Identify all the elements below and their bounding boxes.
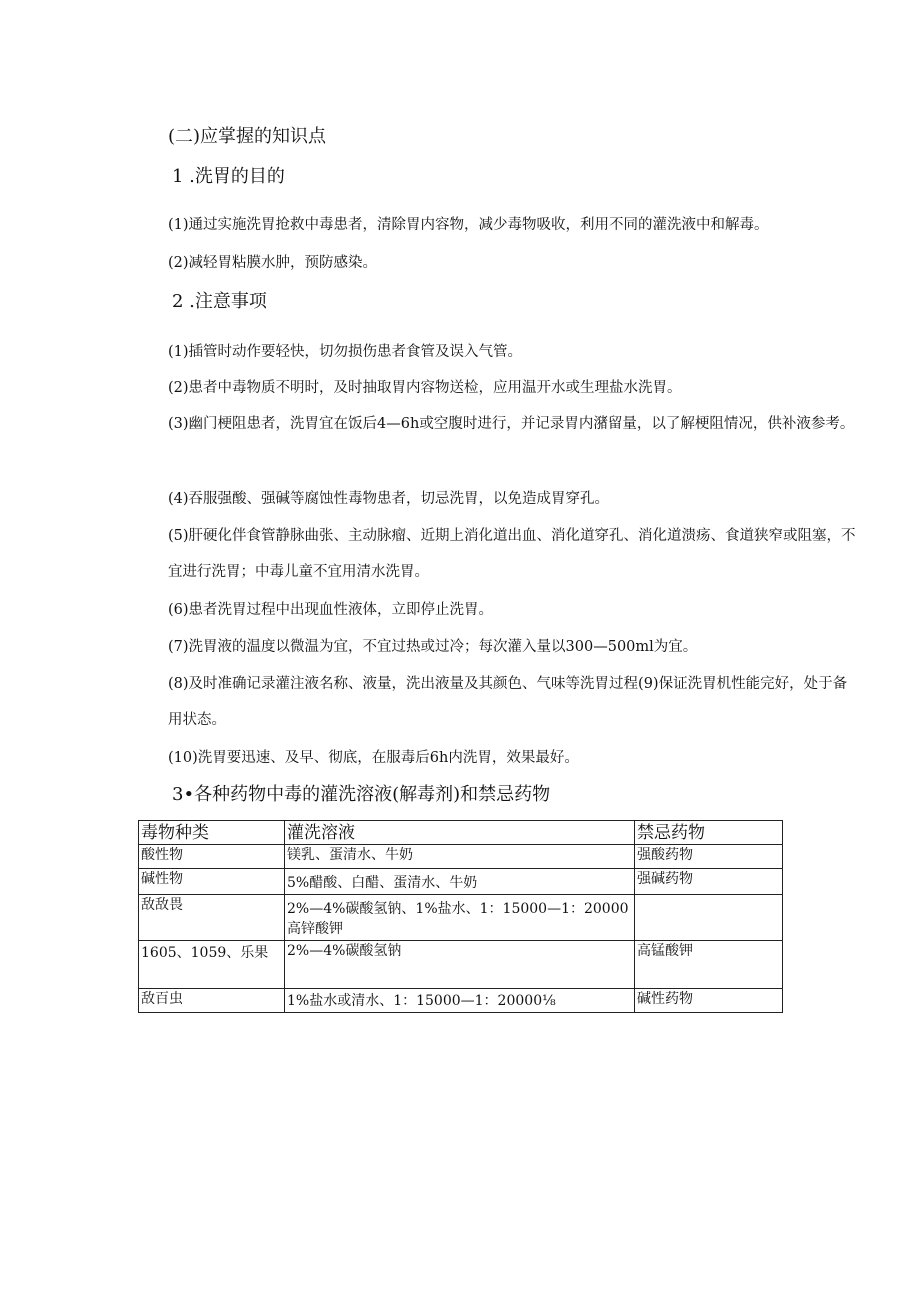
table-row: [139, 895, 783, 941]
note-item: (5)肝硬化伴食管静脉曲张、主动脉瘤、近期上消化道出血、消化道穿孔、消化道溃疡、食道狭窄或阻塞，不宜进行洗胃；中毒儿童不宜用清水洗胃。: [168, 528, 856, 580]
table-header-cell: 毒物种类: [139, 821, 285, 845]
note-item: (8)及时准确记录灌注液名称、液量，洗出液量及其颜色、气味等洗胃过程(9)保证洗胃机性能完好，处于备用状态。: [168, 676, 848, 728]
heading-purpose: 1 .洗胃的目的: [172, 166, 285, 187]
table-cell: 5%醋酸、白醋、蛋清水、牛奶: [285, 869, 635, 895]
table-row: [139, 845, 783, 869]
note-item: (1)插管时动作要轻快，切勿损伤患者食管及误入气管。: [168, 344, 523, 360]
table-cell: 碱性药物: [635, 989, 783, 1013]
table-cell: 敌敌畏: [139, 895, 285, 941]
table-cell: 碱性物: [139, 869, 285, 895]
table-cell: 1605、1059、乐果: [139, 941, 285, 989]
table-row: [139, 941, 783, 989]
table-cell: 2%—4%碳酸氢钠: [285, 941, 635, 989]
note-item: (3)幽门梗阻患者，洗胃宜在饭后4—6h或空腹时进行，并记录胃内潴留量，以了解梗阻情况，供补液参考。: [168, 416, 855, 432]
table-cell: [635, 895, 783, 941]
note-item: (10)洗胃要迅速、及早、彻底，在服毒后6h内洗胃，效果最好。: [168, 750, 579, 766]
heading-table: 3•各种药物中毒的灌洗溶液(解毒剂)和禁忌药物: [172, 784, 551, 805]
section-title: (二)应掌握的知识点: [168, 126, 327, 147]
table-row: [139, 869, 783, 895]
heading-notes: 2 .注意事项: [172, 291, 267, 312]
table-cell: 高锰酸钾: [635, 941, 783, 989]
table-row: [139, 989, 783, 1013]
purpose-item: (2)减轻胃粘膜水肿，预防感染。: [168, 255, 378, 271]
purpose-item: (1)通过实施洗胃抢救中毒患者，清除胃内容物，减少毒物吸收，利用不同的灌洗液中和解毒。: [168, 217, 769, 233]
table-header-row: [139, 821, 783, 845]
table-cell: 镁乳、蛋清水、牛奶: [285, 845, 635, 869]
table-cell: 酸性物: [139, 845, 285, 869]
table-cell: 2%—4%碳酸氢钠、1%盐水、1：15000—1：20000高锌酸钾: [285, 895, 635, 941]
table-header-cell: 灌洗溶液: [285, 821, 635, 845]
table-cell: 强碱药物: [635, 869, 783, 895]
antidote-table: [138, 820, 783, 1013]
note-item: (6)患者洗胃过程中出现血性液体，立即停止洗胃。: [168, 602, 494, 618]
table-header-cell: 禁忌药物: [635, 821, 783, 845]
note-item: (2)患者中毒物质不明时，及时抽取胃内容物送检，应用温开水或生理盐水洗胃。: [168, 380, 682, 396]
table-cell: 1%盐水或清水、1：15000—1：20000⅛: [285, 989, 635, 1013]
table-cell: 强酸药物: [635, 845, 783, 869]
note-item: (4)吞服强酸、强碱等腐蚀性毒物患者，切忌洗胃，以免造成胃穿孔。: [168, 491, 610, 507]
table-cell: 敌百虫: [139, 989, 285, 1013]
note-item: (7)洗胃液的温度以微温为宜，不宜过热或过冷；每次灌入量以300—500ml为宜。: [168, 639, 698, 655]
